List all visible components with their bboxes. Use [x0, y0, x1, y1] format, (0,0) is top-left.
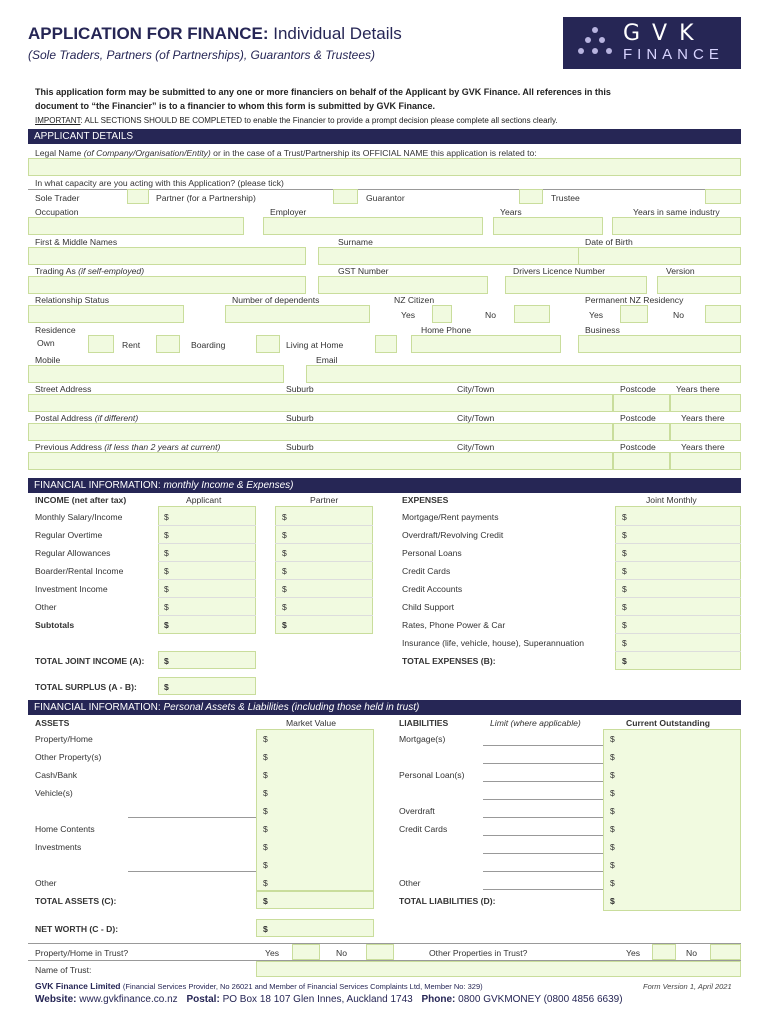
other-trust-label: Other Properties in Trust? — [429, 948, 528, 958]
name-of-trust-label: Name of Trust: — [35, 965, 92, 975]
row-divider — [615, 633, 741, 634]
limit-line — [483, 799, 603, 800]
partner-dollar: $ — [282, 584, 287, 594]
gst-field[interactable] — [318, 276, 488, 294]
surplus-label: TOTAL SURPLUS (A - B): — [35, 682, 137, 692]
suburb-label-2: Suburb — [286, 413, 314, 423]
row-divider — [275, 615, 373, 616]
market-value-column[interactable] — [256, 729, 374, 891]
outstanding-header: Current Outstanding — [626, 718, 711, 728]
self-emp-text: (if self-employed) — [78, 266, 145, 276]
nz-citizen-label: NZ Citizen — [394, 295, 435, 305]
pr-no-box[interactable] — [705, 305, 741, 323]
website-link[interactable]: www.gvkfinance.co.nz — [79, 994, 178, 1005]
phone-label: Phone: — [421, 994, 456, 1005]
home-phone-label: Home Phone — [421, 325, 472, 335]
city-label-2: City/Town — [457, 413, 495, 423]
income-expenses-header — [28, 478, 741, 493]
relationship-field[interactable] — [28, 305, 184, 323]
partner-dollar: $ — [282, 512, 287, 522]
expense-row-label: Overdraft/Revolving Credit — [402, 530, 504, 540]
rent-checkbox[interactable] — [156, 335, 180, 353]
intro-line-2: document to “the Financier” is to a financier to whom this form is submitted by GVK Finance. — [35, 101, 436, 111]
expenses-header: EXPENSES — [402, 495, 449, 505]
income-row-label: Other — [35, 602, 57, 612]
version-label: Version — [666, 266, 695, 276]
residence-label: Residence — [35, 325, 76, 335]
footer-contact — [35, 994, 623, 1005]
expense-row-label: Insurance (life, vehicle, house), Superannuation — [402, 638, 585, 648]
dependents-label: Number of dependents — [232, 295, 320, 305]
asset-row-label: Other — [35, 878, 57, 888]
expense-row-label: Child Support — [402, 602, 455, 612]
row-divider — [615, 543, 741, 544]
dollar-surplus: $ — [164, 682, 169, 692]
street-years-field[interactable] — [670, 394, 741, 412]
legal-name-label — [35, 148, 537, 158]
total-expenses-dollar: $ — [622, 656, 627, 666]
liability-row-label: TOTAL LIABILITIES (D): — [399, 896, 496, 906]
guarantor-label: Guarantor — [366, 193, 405, 203]
expense-row-label: Rates, Phone Power & Car — [402, 620, 506, 630]
row-divider — [615, 579, 741, 580]
row-divider — [158, 561, 256, 562]
legal-b: or in the case of a Trust/Partnership its OFFICIAL NAME this application is related to: — [210, 148, 537, 158]
business-label: Business — [585, 325, 620, 335]
pr-label: Permanent NZ Residency — [585, 295, 684, 305]
capacity-label: In what capacity are you acting with this Application? (please tick) — [35, 178, 284, 188]
row-divider — [275, 597, 373, 598]
trading-as-label — [35, 266, 144, 276]
expense-row-label: Credit Cards — [402, 566, 451, 576]
outstanding-dollar: $ — [610, 752, 615, 762]
total-expenses-label: TOTAL EXPENSES (B): — [402, 656, 496, 666]
fin2-header-bold: FINANCIAL INFORMATION: — [34, 702, 161, 713]
expense-row-label: Credit Accounts — [402, 584, 463, 594]
title-bold: APPLICATION FOR FINANCE: — [28, 24, 269, 43]
footer-version: Form Version 1, April 2021 — [643, 982, 732, 991]
previous-italic: (if less than 2 years at current) — [104, 442, 221, 452]
suburb-label-1: Suburb — [286, 384, 314, 394]
trust-yes-label: Yes — [265, 948, 280, 958]
income-row-label: Subtotals — [35, 620, 75, 630]
row-divider — [275, 543, 373, 544]
trustee-checkbox[interactable] — [705, 189, 741, 204]
citizen-yes-box[interactable] — [432, 305, 452, 323]
limit-line — [483, 745, 603, 746]
fin1-header-bold: FINANCIAL INFORMATION: — [34, 480, 161, 491]
outstanding-dollar: $ — [610, 806, 615, 816]
citizen-no-label: No — [485, 310, 496, 320]
joint-dollar: $ — [622, 530, 627, 540]
version-field[interactable] — [657, 276, 741, 294]
legal-a: Legal Name — [35, 148, 84, 158]
postal-years-field[interactable] — [670, 423, 741, 441]
page-title — [28, 24, 402, 44]
email-field[interactable] — [306, 365, 741, 383]
citizen-no-box[interactable] — [514, 305, 550, 323]
partner-dollar: $ — [282, 620, 287, 630]
row-divider — [615, 651, 741, 652]
previous-years-field[interactable] — [670, 452, 741, 470]
partner-dollar: $ — [282, 602, 287, 612]
mobile-label: Mobile — [35, 355, 61, 365]
dollar-net-worth: $ — [263, 924, 268, 934]
market-dollar: $ — [263, 896, 268, 906]
intro-line-1: This application form may be submitted to any one or more financiers on behalf of the Applicant by GVK Finance. All references in this — [35, 87, 611, 97]
sole-trader-checkbox[interactable] — [127, 189, 149, 204]
important-note — [35, 116, 558, 125]
liability-row-label: Mortgage(s) — [399, 734, 446, 744]
dollar-total-joint: $ — [164, 656, 169, 666]
joint-dollar: $ — [622, 602, 627, 612]
guarantor-checkbox[interactable] — [519, 189, 543, 204]
years-label: Years — [500, 207, 522, 217]
outstanding-dollar: $ — [610, 788, 615, 798]
applicant-dollar: $ — [164, 602, 169, 612]
row-divider — [158, 543, 256, 544]
licence-field[interactable] — [505, 276, 647, 294]
other-trust-yes-label: Yes — [626, 948, 641, 958]
page-subtitle: (Sole Traders, Partners (of Partnerships), Guarantors & Trustees) — [28, 48, 376, 62]
triangle-dots-icon — [575, 25, 615, 61]
joint-dollar: $ — [622, 566, 627, 576]
income-row-label: Investment Income — [35, 584, 108, 594]
liabilities-header: LIABILITIES — [399, 718, 449, 728]
row-divider — [158, 525, 256, 526]
net-worth-label: NET WORTH (C - D): — [35, 924, 119, 934]
years-industry-field[interactable] — [612, 217, 741, 235]
business-phone-field[interactable] — [578, 335, 741, 353]
dependents-field[interactable] — [225, 305, 370, 323]
postal-text: Postal Address — [35, 413, 95, 423]
years-field[interactable] — [493, 217, 603, 235]
market-dollar: $ — [263, 860, 268, 870]
trust-no-box[interactable] — [366, 944, 394, 960]
home-phone-field[interactable] — [411, 335, 561, 353]
limit-header: Limit (where applicable) — [490, 718, 581, 728]
outstanding-dollar: $ — [610, 770, 615, 780]
applicant-dollar: $ — [164, 620, 169, 630]
total-joint-field[interactable] — [158, 651, 256, 669]
applicant-dollar: $ — [164, 548, 169, 558]
years-industry-label: Years in same industry — [633, 207, 720, 217]
market-dollar: $ — [263, 788, 268, 798]
joint-col-header: Joint Monthly — [646, 495, 697, 505]
postal-italic: (if different) — [94, 413, 139, 423]
phone-contact: 0800 GVKMONEY (0800 4856 6639) — [458, 994, 623, 1005]
trustee-label: Trustee — [551, 193, 580, 203]
income-header: INCOME (net after tax) — [35, 495, 127, 505]
own-label: Own — [37, 338, 55, 348]
assets-header: ASSETS — [35, 718, 70, 728]
street-postcode-field[interactable] — [613, 394, 670, 412]
outstanding-dollar: $ — [610, 842, 615, 852]
postal-postcode-field[interactable] — [613, 423, 670, 441]
row-divider — [275, 561, 373, 562]
joint-dollar: $ — [622, 620, 627, 630]
market-dollar: $ — [263, 806, 268, 816]
joint-dollar: $ — [622, 512, 627, 522]
expense-row-label: Mortgage/Rent payments — [402, 512, 499, 522]
outstanding-dollar: $ — [610, 734, 615, 744]
surplus-field[interactable] — [158, 677, 256, 695]
city-label-1: City/Town — [457, 384, 495, 394]
joint-expense-column[interactable] — [615, 506, 741, 670]
total-assets-field[interactable] — [256, 891, 374, 909]
partner-label: Partner (for a Partnership) — [156, 193, 256, 203]
dob-field[interactable] — [578, 247, 741, 265]
asset-row-label: Home Contents — [35, 824, 95, 834]
other-trust-no-label: No — [686, 948, 697, 958]
occupation-label: Occupation — [35, 207, 79, 217]
liability-row-label: Overdraft — [399, 806, 435, 816]
net-worth-field[interactable] — [256, 919, 374, 937]
surname-label: Surname — [338, 237, 373, 247]
market-dollar: $ — [263, 752, 268, 762]
market-dollar: $ — [263, 842, 268, 852]
asset-row-label: Cash/Bank — [35, 770, 78, 780]
postcode-label-2: Postcode — [620, 413, 656, 423]
market-dollar: $ — [263, 878, 268, 888]
employer-field[interactable] — [263, 217, 483, 235]
street-label: Street Address — [35, 384, 92, 394]
previous-field[interactable] — [28, 452, 613, 470]
previous-label — [35, 442, 220, 452]
partner-dollar: $ — [282, 566, 287, 576]
postcode-label-1: Postcode — [620, 384, 656, 394]
asset-blank-line — [128, 871, 256, 872]
pr-yes-label: Yes — [589, 310, 604, 320]
row-divider — [275, 525, 373, 526]
limit-line — [483, 871, 603, 872]
market-dollar: $ — [263, 734, 268, 744]
street-field[interactable] — [28, 394, 613, 412]
important-text: : ALL SECTIONS SHOULD BE COMPLETED to enable the Financier to provide a prompt decision please complete all sections clearly. — [80, 116, 558, 125]
trust-label: Property/Home in Trust? — [35, 948, 129, 958]
living-label: Living at Home — [286, 340, 344, 350]
limit-line — [483, 781, 603, 782]
joint-dollar: $ — [622, 584, 627, 594]
total-joint-label: TOTAL JOINT INCOME (A): — [35, 656, 145, 666]
previous-text: Previous Address — [35, 442, 105, 452]
market-dollar: $ — [263, 770, 268, 780]
partner-col-header: Partner — [310, 495, 339, 505]
outstanding-column[interactable] — [603, 729, 741, 911]
applicant-details-header: APPLICANT DETAILS — [28, 129, 741, 144]
mobile-field[interactable] — [28, 365, 284, 383]
row-divider — [158, 579, 256, 580]
income-row-label: Regular Overtime — [35, 530, 103, 540]
row-divider — [615, 597, 741, 598]
logo-finance: FINANCE — [623, 46, 724, 63]
limit-line — [483, 817, 603, 818]
market-dollar: $ — [263, 824, 268, 834]
postcode-label-3: Postcode — [620, 442, 656, 452]
applicant-dollar: $ — [164, 530, 169, 540]
joint-dollar: $ — [622, 548, 627, 558]
row-divider — [615, 525, 741, 526]
trust-no-label: No — [336, 948, 347, 958]
limit-line — [483, 853, 603, 854]
footer-company-name: GVK Finance Limited — [35, 981, 121, 991]
city-label-3: City/Town — [457, 442, 495, 452]
fin2-header-italic: Personal Assets & Liabilities (including those held in trust) — [163, 702, 420, 713]
trading-as-text: Trading As — [35, 266, 76, 276]
row-divider — [158, 597, 256, 598]
sole-trader-label: Sole Trader — [35, 193, 80, 203]
asset-blank-line — [128, 817, 256, 818]
partner-dollar: $ — [282, 530, 287, 540]
boarding-label: Boarding — [191, 340, 226, 350]
other-trust-no-box[interactable] — [710, 944, 741, 960]
fin1-header-italic: monthly Income & Expenses) — [163, 480, 294, 491]
row-divider — [615, 615, 741, 616]
income-row-label: Monthly Salary/Income — [35, 512, 123, 522]
dob-label: Date of Birth — [585, 237, 633, 247]
asset-row-label: Investments — [35, 842, 82, 852]
applicant-col-header: Applicant — [186, 495, 222, 505]
boarding-checkbox[interactable] — [256, 335, 280, 353]
other-trust-yes-box[interactable] — [652, 944, 676, 960]
first-names-field[interactable] — [28, 247, 306, 265]
outstanding-dollar: $ — [610, 896, 615, 906]
market-value-header: Market Value — [286, 718, 336, 728]
footer-company — [35, 981, 483, 991]
relationship-label: Relationship Status — [35, 295, 110, 305]
first-names-label: First & Middle Names — [35, 237, 118, 247]
title-rest: Individual Details — [273, 24, 402, 43]
rent-label: Rent — [122, 340, 141, 350]
row-divider — [275, 579, 373, 580]
trading-as-field[interactable] — [28, 276, 306, 294]
gst-label: GST Number — [338, 266, 389, 276]
gvk-logo — [563, 17, 741, 69]
legal-name-field[interactable] — [28, 158, 741, 176]
email-label: Email — [316, 355, 338, 365]
liability-row-label: Credit Cards — [399, 824, 448, 834]
surname-field[interactable] — [318, 247, 580, 265]
previous-postcode-field[interactable] — [613, 452, 670, 470]
income-row-label: Regular Allowances — [35, 548, 111, 558]
own-checkbox[interactable] — [88, 335, 114, 353]
pr-yes-box[interactable] — [620, 305, 648, 323]
row-divider — [615, 561, 741, 562]
limit-line — [483, 889, 603, 890]
postal-contact-label: Postal: — [186, 994, 220, 1005]
outstanding-dollar: $ — [610, 878, 615, 888]
employer-label: Employer — [270, 207, 307, 217]
applicant-dollar: $ — [164, 566, 169, 576]
logo-gvk: GVK — [623, 21, 706, 46]
expense-row-label: Personal Loans — [402, 548, 462, 558]
occupation-field[interactable] — [28, 217, 244, 235]
outstanding-dollar: $ — [610, 824, 615, 834]
outstanding-dollar: $ — [610, 860, 615, 870]
liability-row-label: Personal Loan(s) — [399, 770, 465, 780]
suburb-label-3: Suburb — [286, 442, 314, 452]
postal-label — [35, 413, 138, 423]
liability-row-label: Other — [399, 878, 421, 888]
website-label: Website: — [35, 994, 77, 1005]
important-label: IMPORTANT — [35, 116, 81, 125]
joint-dollar: $ — [622, 638, 627, 648]
footer-company-rest: (Financial Services Provider, No 26021 and Member of Financial Services Complaints Ltd, Member No: 329) — [122, 982, 483, 991]
postal-contact: PO Box 18 107 Glen Innes, Auckland 1743 — [222, 994, 413, 1005]
legal-italic: (of Company/Organisation/Entity) — [83, 148, 211, 158]
asset-row-label: Other Property(s) — [35, 752, 102, 762]
asset-row-label: TOTAL ASSETS (C): — [35, 896, 117, 906]
partner-checkbox[interactable] — [333, 189, 358, 204]
years-there-label-2: Years there — [681, 413, 725, 423]
limit-line — [483, 763, 603, 764]
asset-row-label: Vehicle(s) — [35, 788, 73, 798]
citizen-yes-label: Yes — [401, 310, 416, 320]
row-divider — [158, 615, 256, 616]
partner-dollar: $ — [282, 548, 287, 558]
applicant-dollar: $ — [164, 512, 169, 522]
income-row-label: Boarder/Rental Income — [35, 566, 124, 576]
limit-line — [483, 835, 603, 836]
pr-no-label: No — [673, 310, 684, 320]
trust-yes-box[interactable] — [292, 944, 320, 960]
name-of-trust-field[interactable] — [256, 961, 741, 977]
years-there-label-1: Years there — [676, 384, 720, 394]
asset-row-label: Property/Home — [35, 734, 93, 744]
applicant-dollar: $ — [164, 584, 169, 594]
living-checkbox[interactable] — [375, 335, 397, 353]
assets-liabilities-header — [28, 700, 741, 715]
postal-field[interactable] — [28, 423, 613, 441]
licence-label: Drivers Licence Number — [513, 266, 606, 276]
years-there-label-3: Years there — [681, 442, 725, 452]
